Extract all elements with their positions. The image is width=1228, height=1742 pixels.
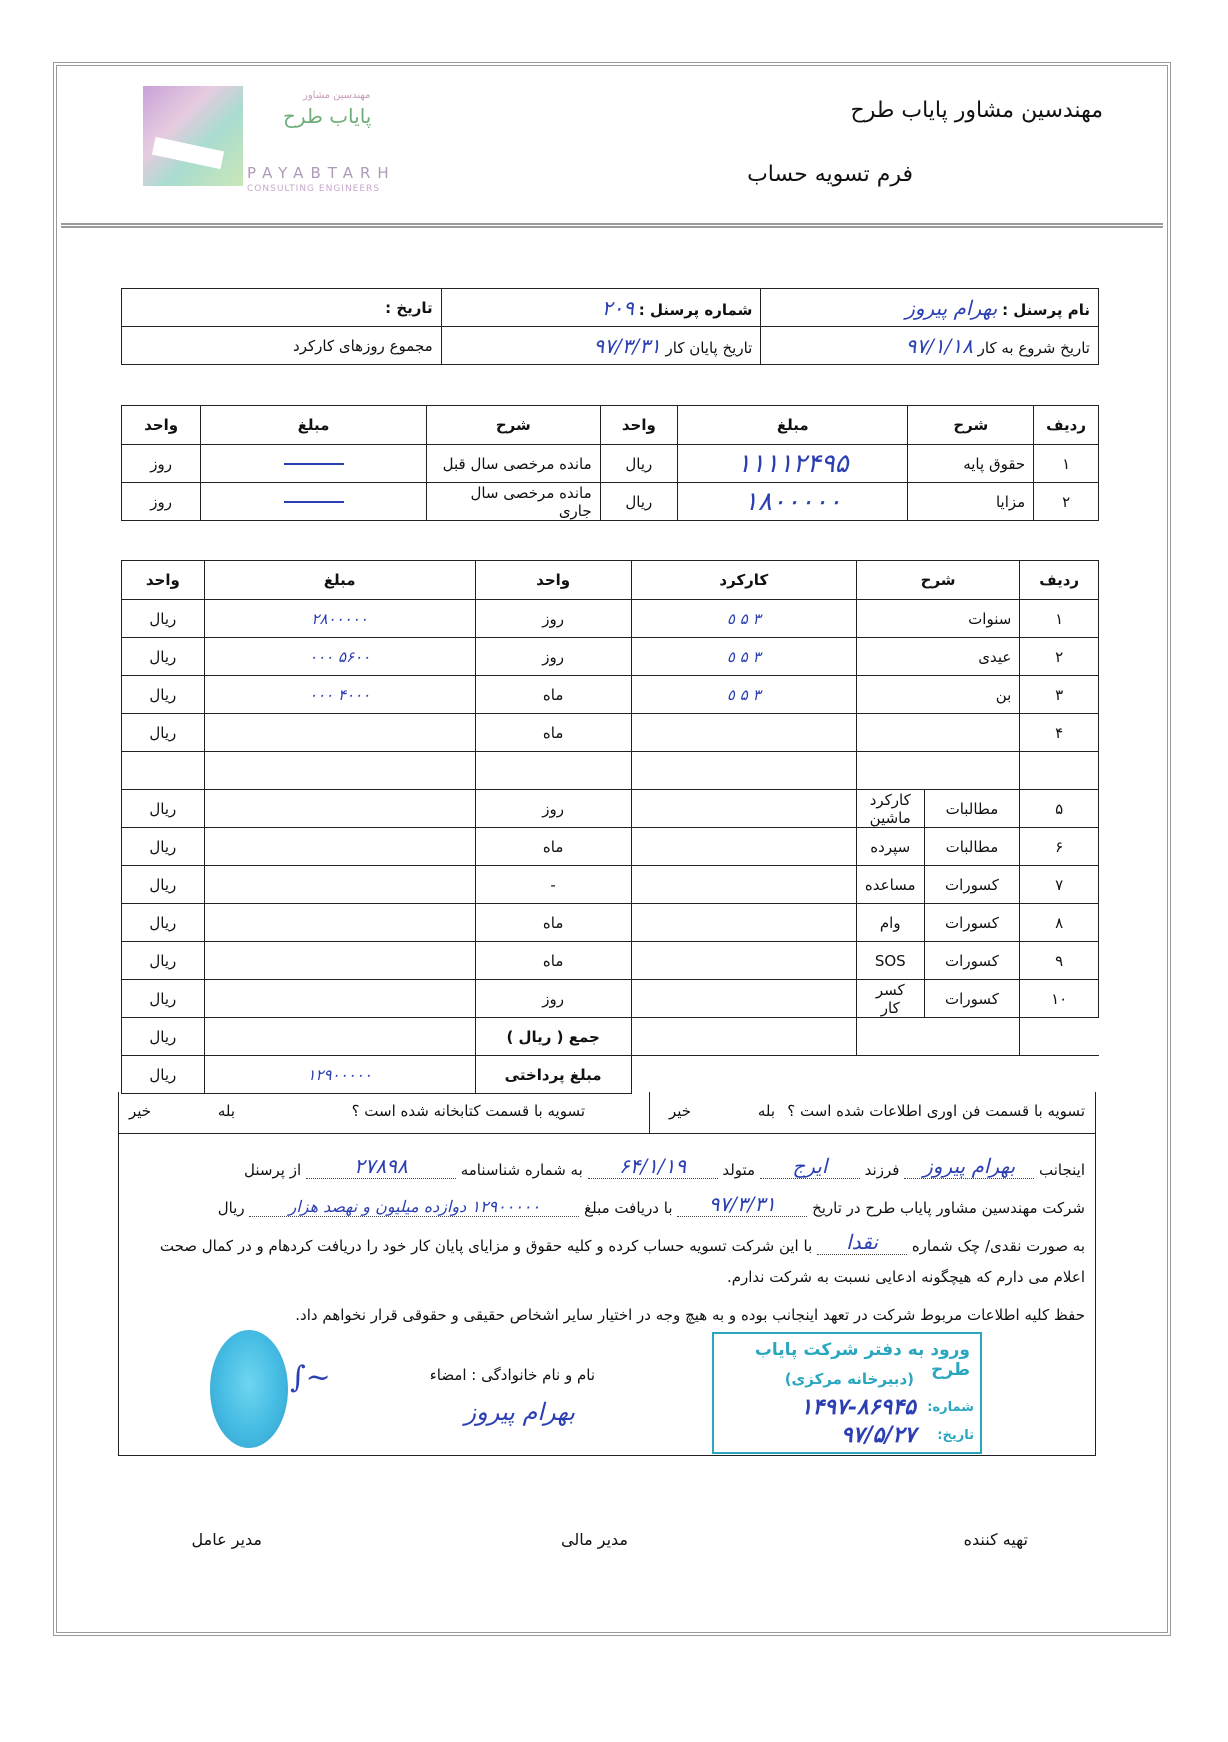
stamp-subtitle: (دبیرخانه مرکزی): [784, 1370, 914, 1388]
payable-unit: ریال: [122, 1056, 205, 1094]
blank-cell: [1020, 1018, 1099, 1056]
company-logo: [143, 86, 443, 196]
payable-amount: ۱۲۹۰۰۰۰۰: [204, 1056, 475, 1094]
logo-subtitle-fa: مهندسین مشاور: [303, 90, 371, 101]
table-row: [122, 445, 1099, 483]
row-desc: سپرده: [856, 828, 924, 866]
row-no: ۹: [1020, 942, 1099, 980]
row-unit2: ریال: [122, 714, 205, 752]
library-clearance-options: [129, 1102, 235, 1120]
row-work: [631, 714, 856, 752]
preparer-label: تهیه کننده: [963, 1530, 1028, 1549]
row-amount: [204, 866, 475, 904]
row-work: ۳ ۵ ٥: [631, 676, 856, 714]
spacer-row: [122, 752, 1099, 790]
row-work: [631, 942, 856, 980]
library-clearance-question: تسویه با قسمت کتابخانه شده است ؟: [351, 1102, 585, 1120]
date-cell: [122, 289, 442, 327]
row-desc: بن: [856, 676, 1019, 714]
row-category: کسورات: [924, 942, 1020, 980]
row-category: کسورات: [924, 904, 1020, 942]
row-category: مطالبات: [924, 790, 1020, 828]
birth-date: ۶۴/۱/۱۹: [588, 1154, 718, 1179]
ceo-label: مدیر عامل: [191, 1530, 262, 1549]
spacer-cell: [122, 752, 205, 790]
col-unit2: واحد: [122, 406, 201, 445]
row-desc2: مانده مرخصی سال جاری: [426, 483, 600, 521]
row-unit: ماه: [475, 714, 631, 752]
declaration-line-4: اعلام می دارم که هیچگونه ادعایی نسبت به شرکت ندارم.: [726, 1268, 1085, 1286]
row-unit: ماه: [475, 942, 631, 980]
row-amount: ۲۸۰۰۰۰۰: [204, 600, 475, 638]
row-unit2: ریال: [122, 600, 205, 638]
row-category: کسورات: [924, 980, 1020, 1018]
row-unit2: روز: [122, 483, 201, 521]
start-date-cell: [761, 327, 1099, 365]
name-value: بهرام پیروز: [905, 295, 998, 320]
logo-emblem: [143, 86, 243, 186]
stamp-number-value: ۱۴۹۷-۸۶۹۴۵: [800, 1394, 916, 1420]
stamp-number-label: شماره:: [927, 1400, 974, 1415]
row-desc: حقوق پایه: [908, 445, 1034, 483]
col-desc: شرح: [908, 406, 1034, 445]
row-no: ۴: [1020, 714, 1099, 752]
total-row: [122, 1018, 1099, 1056]
spacer-cell: [631, 752, 856, 790]
empty-dash: [284, 463, 344, 465]
name-label: نام پرسنل :: [1002, 300, 1090, 319]
divider: [649, 1092, 650, 1134]
lib-no-option[interactable]: خیر: [128, 1102, 152, 1120]
table-row: [122, 638, 1099, 676]
row-unit: ماه: [475, 676, 631, 714]
personnel-no-label: شماره پرسنل :: [638, 300, 753, 319]
end-date-label: تاریخ پایان کار: [665, 338, 753, 357]
col-desc: شرح: [856, 561, 1019, 600]
row-unit2: ریال: [122, 980, 205, 1018]
name-cell: [761, 289, 1099, 327]
row-desc: مزایا: [908, 483, 1034, 521]
col-unit: واحد: [600, 406, 677, 445]
col-work: کارکرد: [631, 561, 856, 600]
table-row: [122, 828, 1099, 866]
personnel-no-value: ۲۰۹: [601, 295, 634, 320]
row-unit: ریال: [600, 445, 677, 483]
row-no: ۸: [1020, 904, 1099, 942]
personnel-info-table: [121, 288, 1099, 365]
text-segment: شرکت مهندسین مشاور پایاب طرح در تاریخ: [812, 1199, 1085, 1217]
row-no: ۵: [1020, 790, 1099, 828]
company-name: مهندسین مشاور پایاب طرح: [850, 98, 1103, 123]
row-work: ۳ ۵ ٥: [631, 638, 856, 676]
date-label: تاریخ :: [385, 298, 433, 317]
total-days-label: مجموع روزهای کارکرد: [293, 336, 433, 355]
signature-mark: ∫~: [290, 1360, 331, 1395]
row-unit2: روز: [122, 445, 201, 483]
declaration-line-1: [129, 1154, 1085, 1179]
row-unit: روز: [475, 638, 631, 676]
row-amount2: [201, 483, 427, 521]
table-row: [122, 676, 1099, 714]
row-no: ۳: [1020, 676, 1099, 714]
base-salary-table: [121, 405, 1099, 521]
row-desc: کارکرد ماشین: [856, 790, 924, 828]
row-amount2: [201, 445, 427, 483]
table-row: [122, 942, 1099, 980]
row-amount: [204, 714, 475, 752]
spacer-cell: [204, 752, 475, 790]
stamp-title: ورود به دفتر شرکت پایاب طرح: [754, 1340, 970, 1380]
settlement-table: [121, 560, 1099, 1094]
total-label: جمع ( ریال ): [475, 1018, 631, 1056]
row-unit2: ریال: [122, 904, 205, 942]
total-unit: ریال: [122, 1018, 205, 1056]
row-amount: ۵۶۰۰ ۰۰۰: [204, 638, 475, 676]
it-clearance-question: تسویه با قسمت فن اوری اطلاعات شده است ؟: [787, 1102, 1085, 1120]
row-no: ۶: [1020, 828, 1099, 866]
text-segment: به شماره شناسنامه: [460, 1161, 583, 1179]
declaration-line-3: [129, 1230, 1085, 1255]
table-row: [122, 483, 1099, 521]
settlement-amount: ۱۲۹۰۰۰۰۰ دوازده میلیون و نهصد هزار: [249, 1197, 579, 1217]
row-desc: وام: [856, 904, 924, 942]
row-desc: [856, 714, 1019, 752]
col-amount2: مبلغ: [201, 406, 427, 445]
it-clearance-options: [669, 1102, 775, 1120]
row-unit: روز: [475, 600, 631, 638]
logo-name-en: PAYABTARH: [247, 164, 396, 182]
row-desc: SOS: [856, 942, 924, 980]
row-desc: کسر کار: [856, 980, 924, 1018]
table-row: [122, 904, 1099, 942]
row-amount: [204, 828, 475, 866]
row-work: [631, 828, 856, 866]
signature-name: بهرام پیروز: [464, 1398, 575, 1426]
row-no: ۷: [1020, 866, 1099, 904]
row-no: ۱۰: [1020, 980, 1099, 1018]
row-desc2: مانده مرخصی سال قبل: [426, 445, 600, 483]
spacer-cell: [475, 752, 631, 790]
row-amount: ۱۱۱۱۲۴۹۵: [678, 445, 908, 483]
row-no: ۲: [1020, 638, 1099, 676]
row-amount: ۴۰۰۰ ۰۰۰: [204, 676, 475, 714]
clearance-questions: [118, 1092, 1096, 1134]
row-no: ۱: [1020, 600, 1099, 638]
end-date-cell: [441, 327, 761, 365]
row-unit2: ریال: [122, 942, 205, 980]
row-category: کسورات: [924, 866, 1020, 904]
start-date-value: ۹۷/۱/۱۸: [905, 333, 973, 358]
row-unit: ماه: [475, 904, 631, 942]
total-days-cell: [122, 327, 442, 365]
row-work: [631, 866, 856, 904]
employee-name: بهرام پیروز: [904, 1154, 1034, 1179]
row-amount: [204, 942, 475, 980]
col-amount: مبلغ: [678, 406, 908, 445]
row-unit2: ریال: [122, 676, 205, 714]
row-desc: مساعده: [856, 866, 924, 904]
col-row: ردیف: [1034, 406, 1099, 445]
finance-manager-label: مدیر مالی: [561, 1530, 628, 1549]
row-unit: روز: [475, 980, 631, 1018]
table-row: [122, 600, 1099, 638]
start-date-label: تاریخ شروع به کار: [977, 338, 1090, 357]
form-title: فرم تسویه حساب: [747, 162, 913, 187]
row-no: ۱: [1034, 445, 1099, 483]
text-segment: با دریافت مبلغ: [584, 1199, 673, 1217]
declaration-line-5: حفظ کلیه اطلاعات مربوط شرکت در تعهد اینجانب بوده و به هیچ وجه در اختیار سایر اشخاص حقیقی و حقوقی قرار نخواهم داد.: [295, 1306, 1085, 1324]
row-category: مطالبات: [924, 828, 1020, 866]
row-desc: عیدی: [856, 638, 1019, 676]
row-unit: روز: [475, 790, 631, 828]
logo-name-fa: پایاب طرح: [283, 104, 372, 128]
form-header: [61, 70, 1163, 228]
fingerprint-mark: [210, 1330, 288, 1448]
row-work: [631, 790, 856, 828]
row-amount: [204, 904, 475, 942]
row-desc: سنوات: [856, 600, 1019, 638]
personnel-no-cell: [441, 289, 761, 327]
col-row: ردیف: [1020, 561, 1099, 600]
declaration-line-2: [129, 1192, 1085, 1217]
row-unit2: ریال: [122, 638, 205, 676]
total-amount: [204, 1018, 475, 1056]
text-segment: با این شرکت تسویه حساب کرده و کلیه حقوق و مزایای پایان کار خود را دریافت کردهام و در کمال صحت: [159, 1237, 813, 1255]
signature-label: نام و نام خانوادگی : امضاء: [429, 1366, 595, 1384]
text-segment: به صورت نقدی/ چک شماره: [911, 1237, 1085, 1255]
row-work: [631, 980, 856, 1018]
stamp-date-value: ۹۷/۵/۲۷: [840, 1422, 916, 1448]
col-unit2: واحد: [122, 561, 205, 600]
row-unit: -: [475, 866, 631, 904]
spacer-cell: [1020, 752, 1099, 790]
payable-label: مبلغ پرداختی: [475, 1056, 631, 1094]
table-row: [122, 714, 1099, 752]
text-segment: متولد: [722, 1161, 756, 1179]
row-unit: ریال: [600, 483, 677, 521]
id-number: ۲۷۸۹۸: [306, 1154, 456, 1179]
text-segment: ریال: [217, 1199, 245, 1217]
stamp-date-label: تاریخ:: [937, 1428, 974, 1443]
blank-cell: [856, 1018, 1019, 1056]
text-segment: از پرسنل: [244, 1161, 302, 1179]
row-work: [631, 904, 856, 942]
row-amount: [204, 790, 475, 828]
col-amount: مبلغ: [204, 561, 475, 600]
settlement-date: ۹۷/۳/۳۱: [677, 1192, 807, 1217]
check-number: نقدا: [817, 1230, 907, 1255]
blank-cell: [631, 1018, 856, 1056]
row-unit2: ریال: [122, 828, 205, 866]
lib-yes-option[interactable]: بله: [217, 1102, 235, 1120]
row-no: ۲: [1034, 483, 1099, 521]
row-unit2: ریال: [122, 790, 205, 828]
text-segment: فرزند: [864, 1161, 900, 1179]
col-desc2: شرح: [426, 406, 600, 445]
spacer-cell: [856, 752, 1019, 790]
row-amount: ۱۸۰۰۰۰۰: [678, 483, 908, 521]
payable-row: [122, 1056, 1099, 1094]
text-segment: اینجانب: [1038, 1161, 1085, 1179]
table-row: [122, 980, 1099, 1018]
empty-dash: [284, 501, 344, 503]
it-no-option[interactable]: خیر: [668, 1102, 692, 1120]
table-row: [122, 790, 1099, 828]
table-row: [122, 866, 1099, 904]
row-unit2: ریال: [122, 866, 205, 904]
row-amount: [204, 980, 475, 1018]
logo-subtitle-en: CONSULTING ENGINEERS: [247, 184, 381, 194]
father-name: ایرج: [760, 1154, 860, 1179]
blank-cell: [631, 1056, 1098, 1094]
end-date-value: ۹۷/۳/۳۱: [593, 333, 661, 358]
it-yes-option[interactable]: بله: [757, 1102, 775, 1120]
registration-stamp: [712, 1332, 982, 1454]
row-unit: ماه: [475, 828, 631, 866]
row-work: ۳ ۵ ٥: [631, 600, 856, 638]
col-unit: واحد: [475, 561, 631, 600]
